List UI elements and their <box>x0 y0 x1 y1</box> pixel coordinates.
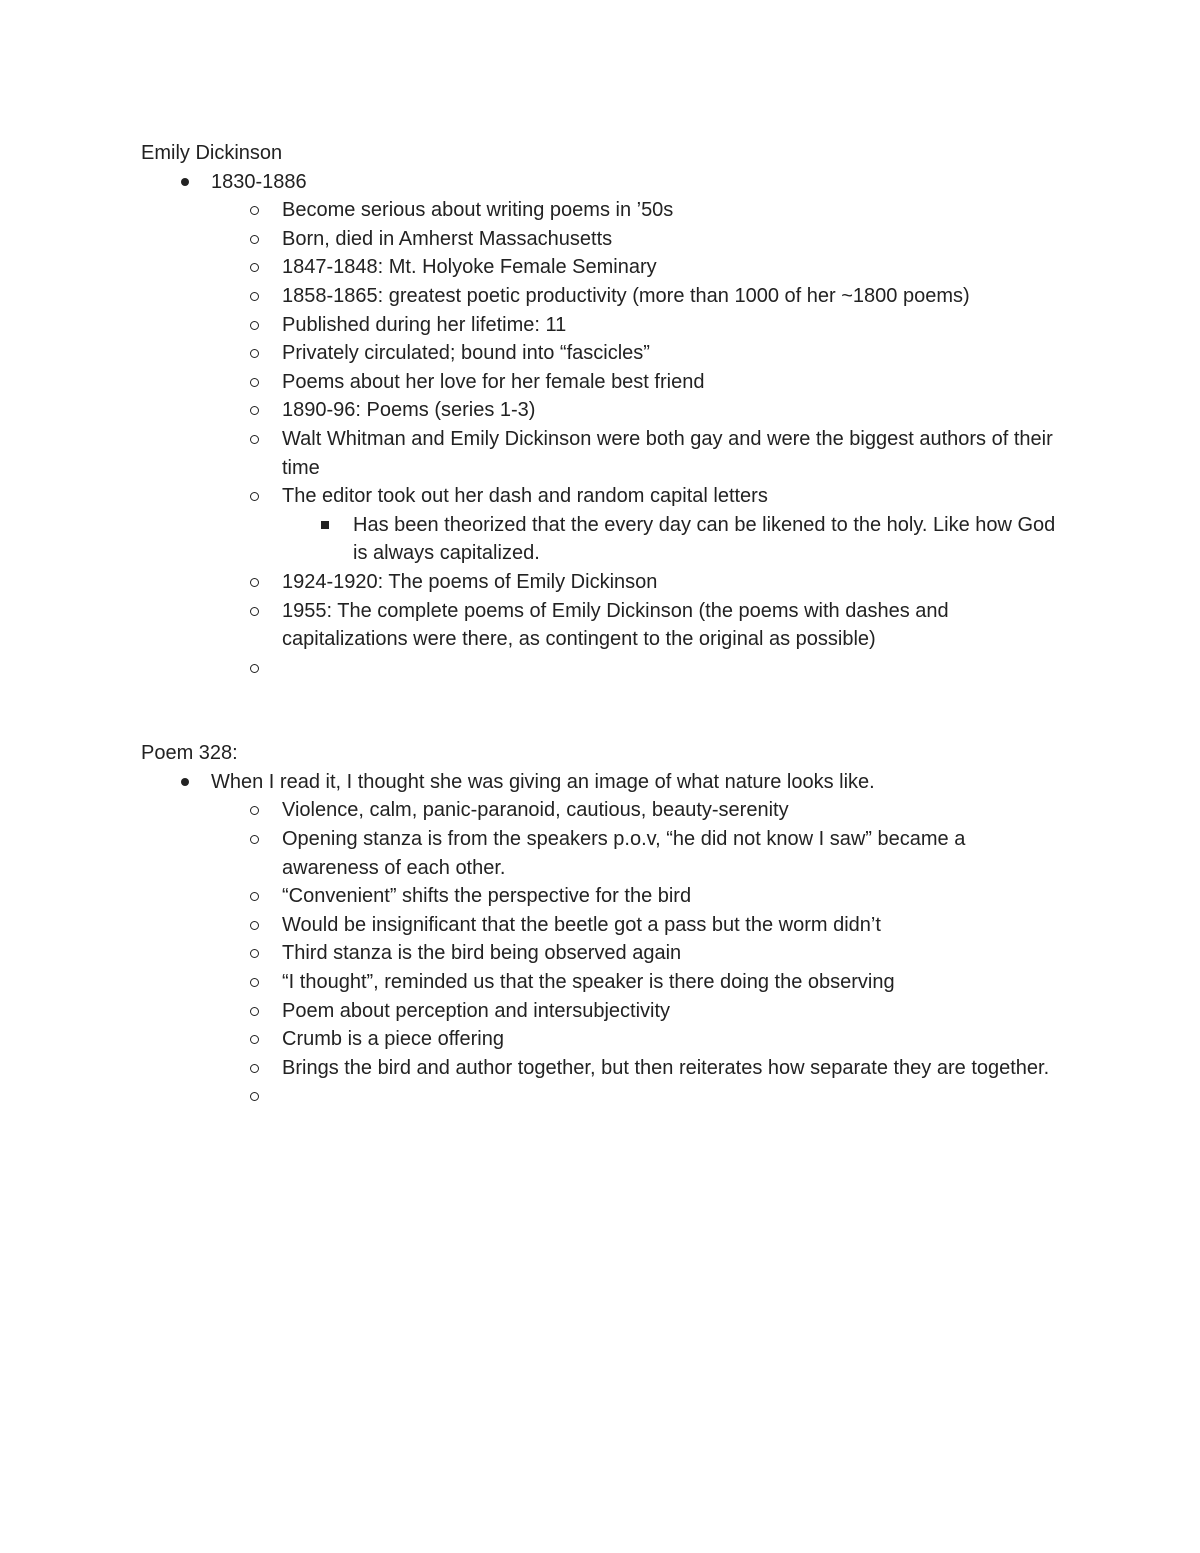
list-item <box>141 911 1061 940</box>
list-item-text: Become serious about writing poems in ’50s <box>282 199 674 222</box>
list-item <box>141 396 1061 425</box>
list-item <box>141 997 1061 1026</box>
circle-bullet-icon <box>250 435 259 444</box>
sub-bullet-list <box>141 196 1061 511</box>
section-poem-328 <box>141 739 1061 1111</box>
circle-bullet-icon <box>250 664 259 673</box>
list-item <box>141 1082 1061 1111</box>
section-emily-dickinson <box>141 139 1061 682</box>
list-item-text: 1924-1920: The poems of Emily Dickinson <box>282 570 658 593</box>
circle-bullet-icon <box>250 949 259 958</box>
circle-bullet-icon <box>250 378 259 387</box>
circle-bullet-icon <box>250 578 259 587</box>
list-item <box>141 1054 1061 1083</box>
circle-bullet-icon <box>250 835 259 844</box>
list-item <box>141 482 1061 511</box>
circle-bullet-icon <box>250 235 259 244</box>
bullet-list <box>141 768 1061 797</box>
document-page <box>141 139 1061 1111</box>
list-item <box>141 339 1061 368</box>
disc-bullet-icon <box>181 778 189 786</box>
circle-bullet-icon <box>250 921 259 930</box>
sub-bullet-list <box>141 796 1061 1111</box>
list-item-text: 1890-96: Poems (series 1-3) <box>282 399 536 422</box>
list-item <box>141 282 1061 311</box>
circle-bullet-icon <box>250 206 259 215</box>
list-item-text: Third stanza is the bird being observed again <box>282 942 682 965</box>
list-item-text: The editor took out her dash and random capital letters <box>282 485 768 508</box>
circle-bullet-icon <box>250 1007 259 1016</box>
list-item <box>141 225 1061 254</box>
list-item-text: Violence, calm, panic-paranoid, cautious, beauty-serenity <box>282 799 789 822</box>
circle-bullet-icon <box>250 263 259 272</box>
list-item-text: Walt Whitman and Emily Dickinson were both gay and were the biggest authors of their time <box>282 427 1053 479</box>
sub-sub-bullet-list <box>141 511 1061 568</box>
bullet-list <box>141 168 1061 197</box>
list-item <box>141 196 1061 225</box>
list-item-text: 1847-1848: Mt. Holyoke Female Seminary <box>282 256 657 279</box>
circle-bullet-icon <box>250 406 259 415</box>
list-item <box>141 425 1061 482</box>
list-item-text: 1955: The complete poems of Emily Dickinson (the poems with dashes and capitalizations were there, as contingent to the original as possible) <box>282 599 949 651</box>
disc-bullet-icon <box>181 178 189 186</box>
list-item-text: Poems about her love for her female best friend <box>282 370 705 393</box>
circle-bullet-icon <box>250 1035 259 1044</box>
circle-bullet-icon <box>250 492 259 501</box>
circle-bullet-icon <box>250 1064 259 1073</box>
list-item <box>141 168 1061 197</box>
list-item <box>141 597 1061 654</box>
circle-bullet-icon <box>250 349 259 358</box>
list-item <box>141 654 1061 683</box>
circle-bullet-icon <box>250 892 259 901</box>
list-item <box>141 1025 1061 1054</box>
list-item <box>141 882 1061 911</box>
list-item-text: Would be insignificant that the beetle got a pass but the worm didn’t <box>282 913 881 936</box>
list-item-text: Brings the bird and author together, but then reiterates how separate they are together. <box>282 1056 1050 1079</box>
list-item-text: When I read it, I thought she was giving an image of what nature looks like. <box>211 770 875 793</box>
list-item-text: Privately circulated; bound into “fascicles” <box>282 342 650 365</box>
list-item <box>141 968 1061 997</box>
circle-bullet-icon <box>250 1092 259 1101</box>
list-item-text: “Convenient” shifts the perspective for the bird <box>282 885 692 908</box>
list-item-text: Crumb is a piece offering <box>282 1028 504 1051</box>
list-item-text: Poem about perception and intersubjectivity <box>282 999 671 1022</box>
circle-bullet-icon <box>250 321 259 330</box>
circle-bullet-icon <box>250 292 259 301</box>
section-title: Poem 328: <box>141 742 238 765</box>
circle-bullet-icon <box>250 978 259 987</box>
list-item <box>141 825 1061 882</box>
list-item <box>141 939 1061 968</box>
list-item <box>141 568 1061 597</box>
list-item-text: “I thought”, reminded us that the speaker is there doing the observing <box>282 971 895 994</box>
list-item <box>141 311 1061 340</box>
list-item <box>141 368 1061 397</box>
list-item <box>141 253 1061 282</box>
circle-bullet-icon <box>250 607 259 616</box>
sub-bullet-list <box>141 568 1061 682</box>
list-item <box>141 768 1061 797</box>
circle-bullet-icon <box>250 806 259 815</box>
list-item-text: 1830-1886 <box>211 170 307 193</box>
list-item <box>141 796 1061 825</box>
list-item <box>141 511 1061 568</box>
section-title: Emily Dickinson <box>141 142 283 164</box>
list-item-text: Has been theorized that the every day can be likened to the holy. Like how God is always capitalized. <box>353 513 1056 565</box>
list-item-text: Born, died in Amherst Massachusetts <box>282 227 613 250</box>
list-item-text: 1858-1865: greatest poetic productivity (more than 1000 of her ~1800 poems) <box>282 284 970 307</box>
list-item-text: Opening stanza is from the speakers p.o.v, “he did not know I saw” became a awareness of each other. <box>282 828 966 879</box>
list-item-text: Published during her lifetime: 11 <box>282 313 567 336</box>
square-bullet-icon <box>321 521 329 529</box>
